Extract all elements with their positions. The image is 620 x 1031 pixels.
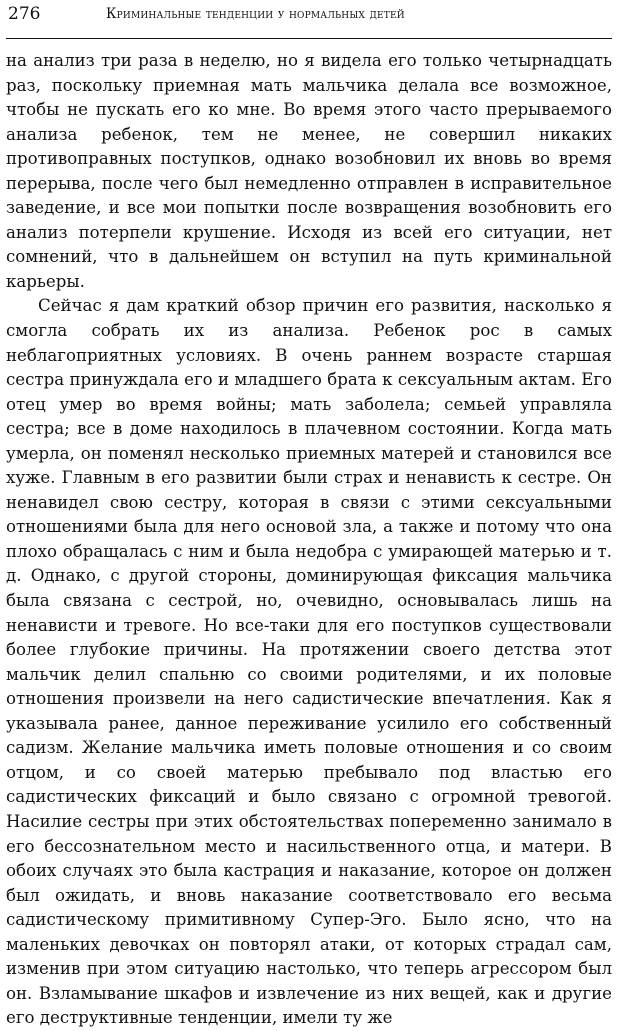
page-header bbox=[6, 0, 612, 39]
body-text bbox=[6, 49, 612, 1031]
running-title: Криминальные тенденции у нормальных детей bbox=[106, 6, 405, 22]
paragraph: Сейчас я дам краткий обзор причин его развития, насколько я смогла собрать их из анализа. Ребенок рос в самых неблагоприятных условиях. В очень раннем возрасте старшая сестра принуждала его и младшего брата к сексуальным актам. Его отец умер во время войны; мать заболела; семьей управляла сестра; все в доме находилось в плачевном состоянии. Когда мать умерла, он поменял несколько приемных матерей и становился все хуже. Главным в его развитии были страх и ненависть к сестре. Он ненавидел свою сестру, которая в связи с этими сексуальными отношениями была для него основой зла, а также и потому что она плохо обращалась с ним и была недобра с умирающей матерью и т. д. Однако, с другой стороны, доминирующая фиксация мальчика была связана с сестрой, но, очевидно, основывалась лишь на ненависти и тревоге. Но все-таки для его поступков существовали более глубокие причины. На протяжении своего детства этот мальчик делил спальню со своими родителями, и их половые отношения произвели на него садистические впечатления. Как я указывала ранее, данное переживание усилило его собственный садизм. Желание мальчика иметь половые отношения и со своим отцом, и со своей матерью пребывало под властью его садистических фиксаций и было связано с огромной тревогой. Насилие сестры при этих обстоятельствах попеременно занимало в его бессознательном место и насильственного отца, и матери. В обоих случаях это была кастрация и наказание, которое он должен был ожидать, и вновь наказание соответствовало его весьма садистическому примитивному Супер-Эго. Было ясно, что на маленьких девочках он повторял атаки, от которых страдал сам, изменив при этом ситуацию настолько, что теперь агрессором был он. Взламывание шкафов и извлечение из них вещей, как и другие его деструктивные тенденции, имели ту же bbox=[6, 296, 612, 1028]
paragraph: на анализ три раза в неделю, но я видела его только четырнадцать раз, поскольку приемная мать мальчика делала все возможное, чтобы не пускать его ко мне. Во время этого часто прерываемого анализа ребенок, тем не менее, не совершил никаких противоправных поступков, однако возобновил их вновь во время перерыва, после чего был немедленно отправлен в исправительное заведение, и все мои попытки после возвращения возобновить его анализ потерпели крушение. Исходя из всей его ситуации, нет сомнений, что в дальнейшем он вступил на путь криминальной карьеры. bbox=[6, 51, 612, 291]
page-number: 276 bbox=[8, 4, 41, 24]
